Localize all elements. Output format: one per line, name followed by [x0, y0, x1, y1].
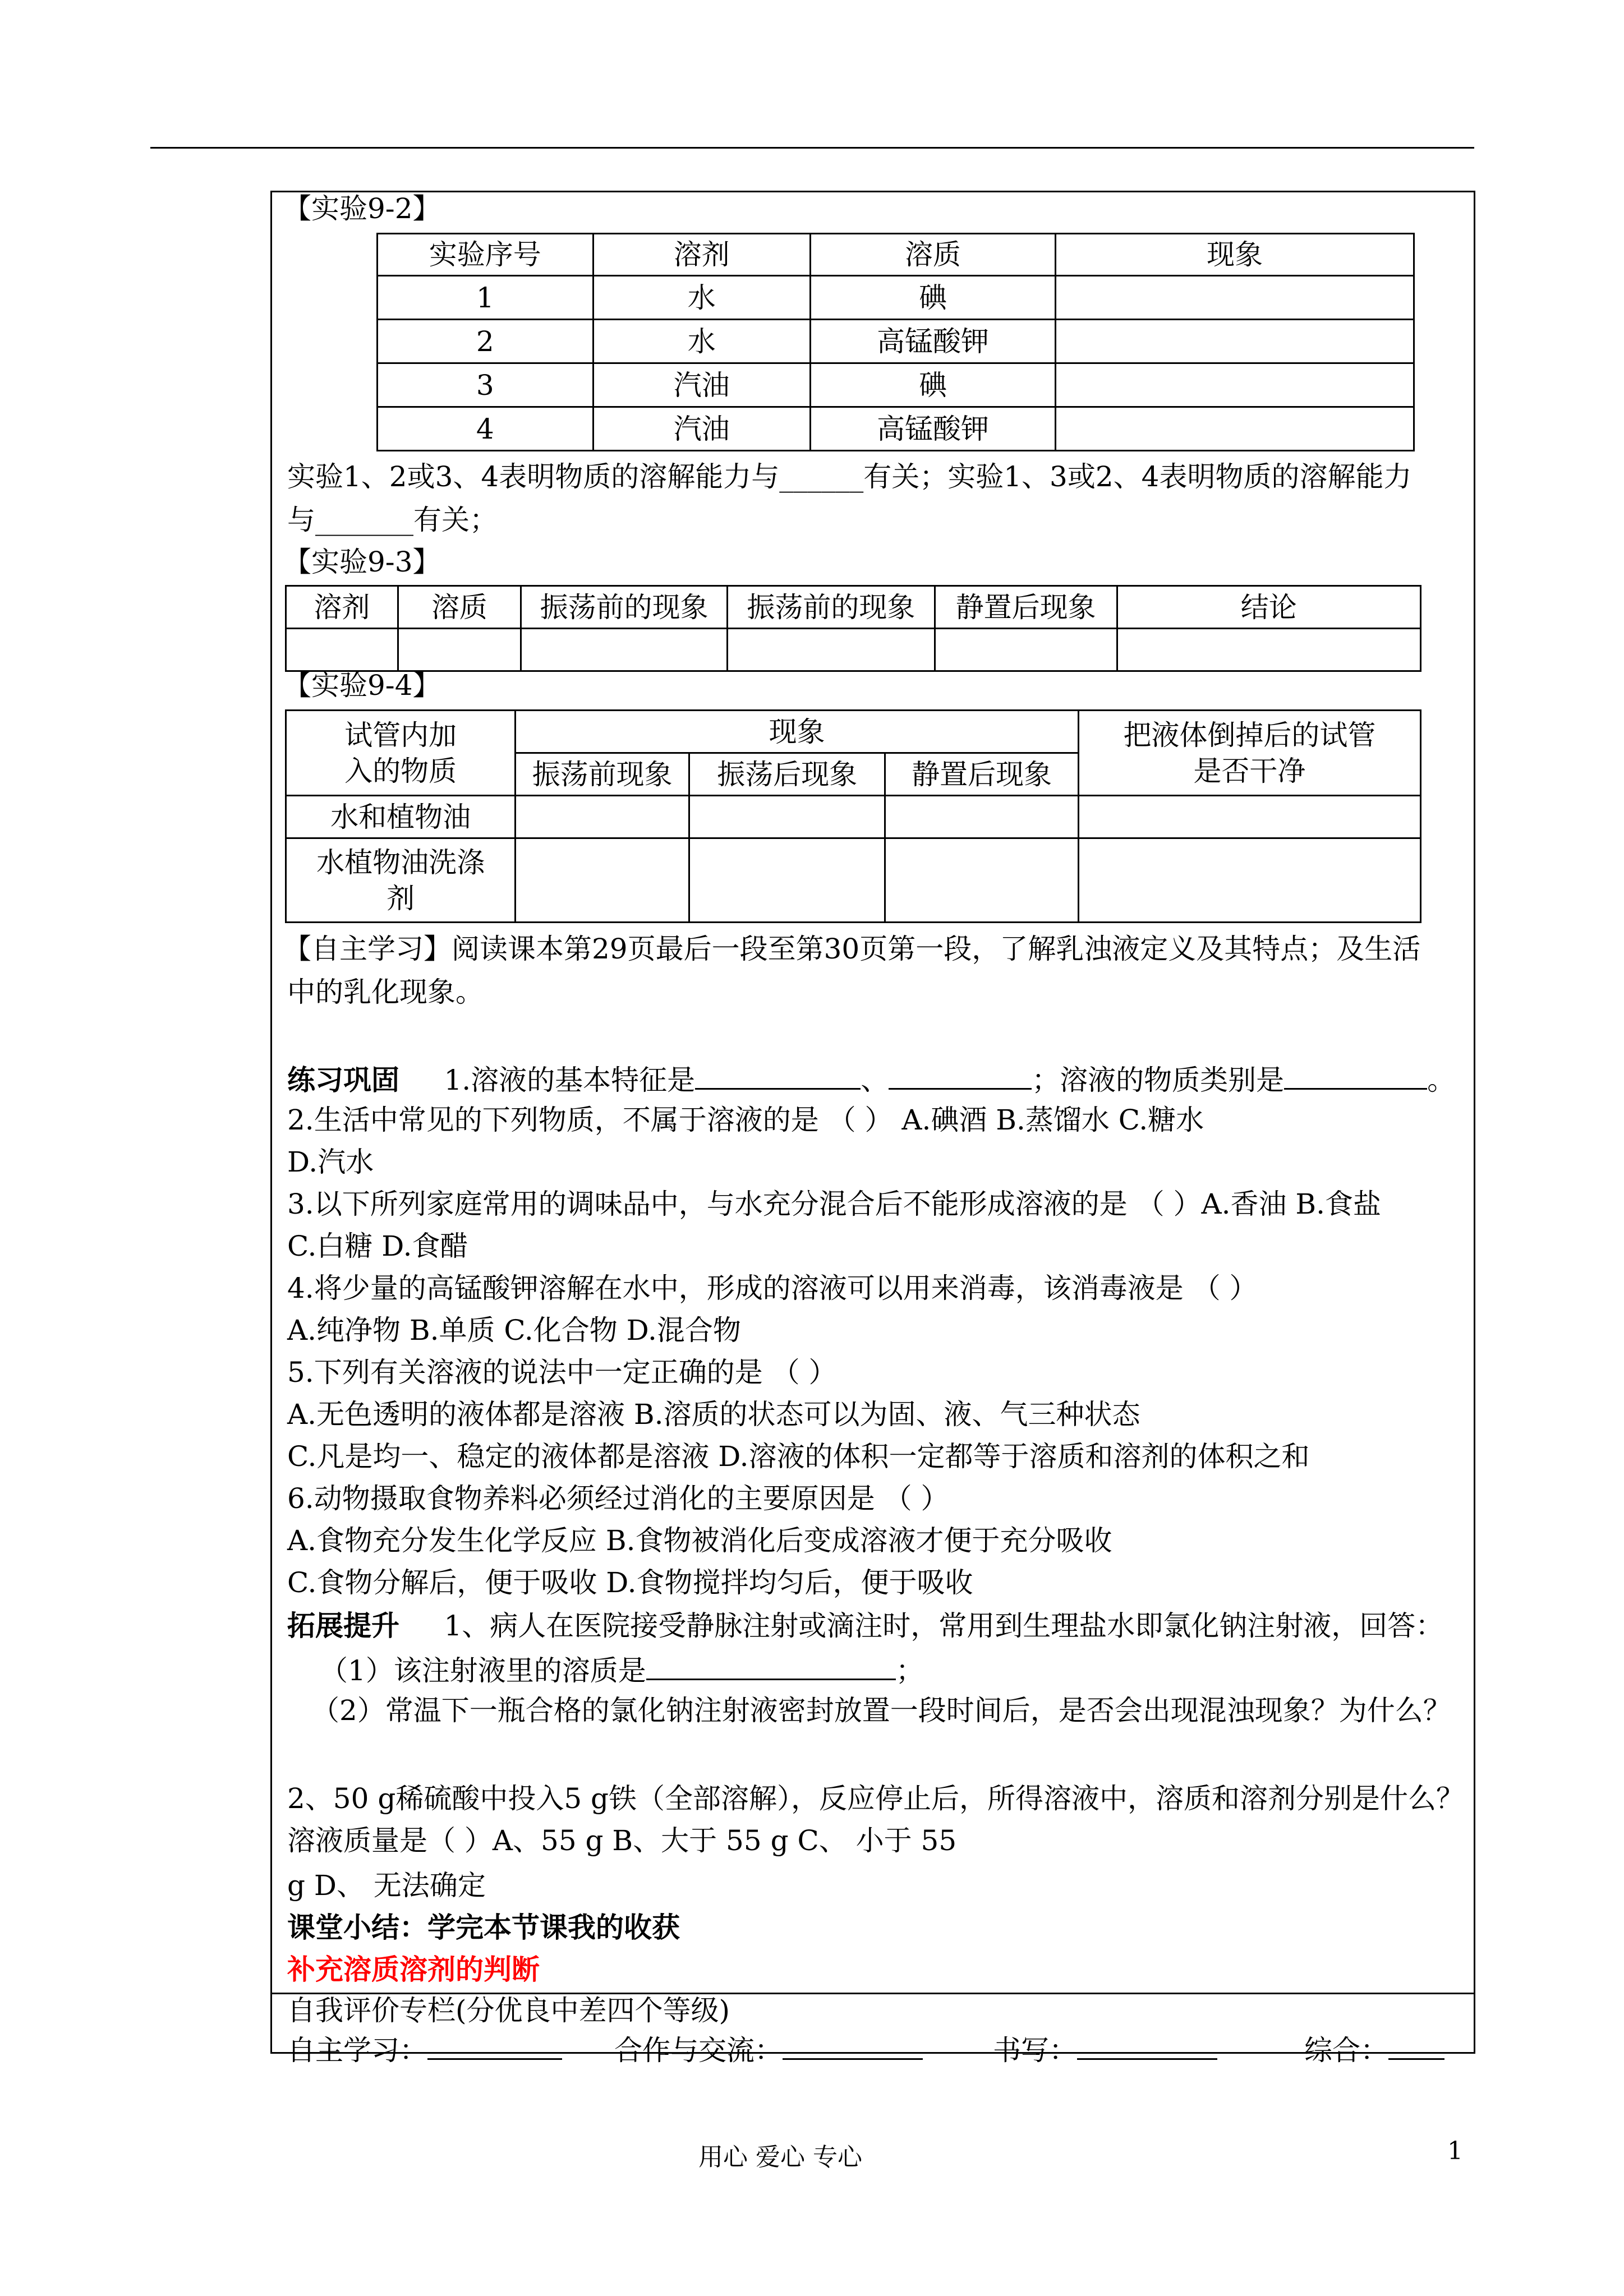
- table-cell: 碘: [810, 276, 1055, 320]
- exp94-heading: 【实验9-4】: [283, 669, 441, 702]
- eval-overall-blank[interactable]: [1388, 2030, 1444, 2060]
- table-header: 振荡前现象: [516, 753, 689, 796]
- footer-motto: 用心 爱心 专心: [698, 2143, 862, 2171]
- exp92-table: [376, 233, 1415, 451]
- practice-q6-cd: C.食物分解后，便于吸收 D.食物搅拌均匀后，便于吸收: [287, 1566, 973, 1599]
- practice-q6: 6.动物摄取食物养料必须经过消化的主要原因是 （ ）: [287, 1482, 949, 1515]
- table-cell: 汽油: [593, 407, 810, 451]
- table-cell[interactable]: [689, 838, 885, 923]
- extension-p2: 2、50 g稀硫酸中投入5 g铁（全部溶解），反应停止后，所得溶液中，溶质和溶剂分别是什么？: [287, 1782, 1465, 1815]
- page-number: 1: [1447, 2137, 1463, 2165]
- table-header: 溶剂: [286, 586, 398, 629]
- table-cell[interactable]: [516, 796, 689, 838]
- extension-p2-options-cont: g D、 无法确定: [287, 1869, 486, 1902]
- table-row: [378, 234, 1414, 276]
- table-cell[interactable]: [1056, 276, 1414, 320]
- evaluation-coop: [614, 2030, 923, 2068]
- practice-q6-ab: A.食物充分发生化学反应 B.食物被消化后变成溶液才便于充分吸收: [287, 1524, 1112, 1557]
- practice-q5-cd: C.凡是均一、稳定的液体都是溶液 D.溶液的体积一定都等于溶质和溶剂的体积之和: [287, 1440, 1310, 1473]
- header-rule: [150, 147, 1474, 149]
- solute-blank[interactable]: [646, 1650, 896, 1680]
- table-header: 现象: [1056, 234, 1414, 276]
- evaluation-overall: [1304, 2030, 1444, 2068]
- table-cell[interactable]: [935, 629, 1117, 671]
- evaluation-items: [287, 2030, 562, 2068]
- eval-coop-label: 合作与交流：: [614, 2034, 783, 2067]
- table-cell[interactable]: [1078, 796, 1420, 838]
- table-header: 溶剂: [593, 234, 810, 276]
- table-row: [286, 838, 1421, 923]
- extension-p1-b: （2）常温下一瓶合格的氯化钠注射液密封放置一段时间后，是否会出现混浊现象？为什么？: [311, 1694, 1451, 1727]
- exp93-table: [285, 585, 1421, 672]
- table-row: [378, 363, 1414, 407]
- practice-q2-d: D.汽水: [287, 1146, 374, 1178]
- extension-p1-a-end: ；: [895, 1654, 924, 1687]
- extension-p1-text: 1、病人在医院接受静脉注射或滴注时，常用到生理盐水即氯化钠注射液，回答：: [444, 1610, 1444, 1642]
- table-row: [286, 796, 1421, 838]
- table-header: 溶质: [810, 234, 1055, 276]
- table-header: 把液体倒掉后的试管 是否干净: [1078, 711, 1420, 796]
- table-cell: 水: [593, 276, 810, 320]
- table-cell: 高锰酸钾: [810, 407, 1055, 451]
- table-header: 试管内加 入的物质: [286, 711, 516, 796]
- eval-self-study-blank[interactable]: [427, 2030, 562, 2060]
- table-header: 现象: [516, 711, 1079, 753]
- eval-writing-label: 书写：: [993, 2034, 1077, 2067]
- practice-q1: [287, 1060, 1455, 1098]
- table-header: 振荡前的现象: [521, 586, 728, 629]
- table-row: [286, 629, 1421, 671]
- table-cell[interactable]: [885, 796, 1078, 838]
- table-header: 静置后现象: [935, 586, 1117, 629]
- q1-blank-2[interactable]: [889, 1060, 1032, 1090]
- q1-blank-3[interactable]: [1284, 1060, 1427, 1090]
- table-cell[interactable]: [728, 629, 935, 671]
- table-cell: 1: [378, 276, 594, 320]
- extension-p2-options: 溶液质量是（ ）A、55 g B、大于 55 g C、 小于 55: [287, 1824, 957, 1857]
- practice-q5: 5.下列有关溶液的说法中一定正确的是 （ ）: [287, 1356, 837, 1389]
- eval-overall-label: 综合：: [1304, 2034, 1388, 2067]
- table-header: 振荡后现象: [689, 753, 885, 796]
- table-header: 实验序号: [378, 234, 594, 276]
- extension-p1-a-text: （1）该注射液里的溶质是: [320, 1654, 646, 1687]
- extension-p1-a: [320, 1650, 924, 1689]
- practice-q3: 3.以下所列家庭常用的调味品中，与水充分混合后不能形成溶液的是 （ ）A.香油 B.食盐: [287, 1188, 1382, 1220]
- table-cell[interactable]: [1117, 629, 1421, 671]
- q1-text-b: ；溶液的物质类别是: [1032, 1064, 1285, 1096]
- practice-label: 练习巩固: [287, 1063, 399, 1096]
- eval-self-study-label: 自主学习：: [287, 2034, 427, 2067]
- exp92-heading: 【实验9-2】: [283, 192, 441, 225]
- exp93-heading: 【实验9-3】: [283, 546, 441, 578]
- table-header: 溶质: [398, 586, 521, 629]
- q1-end: 。: [1427, 1064, 1456, 1096]
- table-cell[interactable]: [398, 629, 521, 671]
- table-cell[interactable]: [1056, 320, 1414, 363]
- exp92-note-line1: 实验1、2或3、4表明物质的溶解能力与______有关；实验1、3或2、4表明物质的溶解能力: [287, 460, 1412, 493]
- eval-coop-blank[interactable]: [783, 2030, 923, 2060]
- table-cell[interactable]: [286, 629, 398, 671]
- exp94-table: [285, 709, 1421, 923]
- table-row: [286, 586, 1421, 629]
- table-cell: 高锰酸钾: [810, 320, 1055, 363]
- table-cell: 2: [378, 320, 594, 363]
- table-cell[interactable]: [521, 629, 728, 671]
- eval-writing-blank[interactable]: [1077, 2030, 1217, 2060]
- q1-sep: 、: [861, 1064, 889, 1096]
- table-cell: 水: [593, 320, 810, 363]
- table-header: 振荡前的现象: [728, 586, 935, 629]
- table-header: 静置后现象: [885, 753, 1078, 796]
- extension-p1: [287, 1608, 1443, 1644]
- table-cell: 汽油: [593, 363, 810, 407]
- table-row: [378, 407, 1414, 451]
- summary-label: 课堂小结：学完本节课我的收获: [287, 1911, 680, 1944]
- q1-text: 1.溶液的基本特征是: [444, 1064, 696, 1096]
- evaluation-title: 自我评价专栏(分优良中差四个等级): [287, 1994, 730, 2027]
- table-row: [286, 711, 1421, 753]
- table-cell[interactable]: [1056, 407, 1414, 451]
- table-cell: 碘: [810, 363, 1055, 407]
- evaluation-writing: [993, 2030, 1217, 2068]
- table-cell[interactable]: [1078, 838, 1420, 923]
- table-row: [378, 276, 1414, 320]
- summary-red-note: 补充溶质溶剂的判断: [287, 1953, 540, 1986]
- q1-blank-1[interactable]: [695, 1060, 861, 1090]
- table-cell[interactable]: [689, 796, 885, 838]
- table-cell: 4: [378, 407, 594, 451]
- practice-q4-options: A.纯净物 B.单质 C.化合物 D.混合物: [287, 1314, 741, 1347]
- self-study-line2: 中的乳化现象。: [287, 976, 484, 1008]
- practice-q2: 2.生活中常见的下列物质，不属于溶液的是 （ ） A.碘酒 B.蒸馏水 C.糖水: [287, 1104, 1204, 1136]
- table-row: [378, 320, 1414, 363]
- practice-q3-cd: C.白糖 D.食醋: [287, 1230, 468, 1262]
- table-cell: 3: [378, 363, 594, 407]
- table-cell[interactable]: [1056, 363, 1414, 407]
- table-cell: 水和植物油: [286, 796, 516, 838]
- table-cell[interactable]: [885, 838, 1078, 923]
- table-cell: 水植物油洗涤 剂: [286, 838, 516, 923]
- extension-label: 拓展提升: [287, 1609, 399, 1642]
- self-study-line1: 【自主学习】阅读课本第29页最后一段至第30页第一段，了解乳浊液定义及其特点；及生活: [283, 933, 1421, 965]
- table-header: 结论: [1117, 586, 1421, 629]
- practice-q5-ab: A.无色透明的液体都是溶液 B.溶质的状态可以为固、液、气三种状态: [287, 1398, 1140, 1431]
- table-cell[interactable]: [516, 838, 689, 923]
- practice-q4: 4.将少量的高锰酸钾溶解在水中，形成的溶液可以用来消毒，该消毒液是 （ ）: [287, 1272, 1258, 1304]
- exp92-note-line2: 与_______有关；: [287, 504, 498, 536]
